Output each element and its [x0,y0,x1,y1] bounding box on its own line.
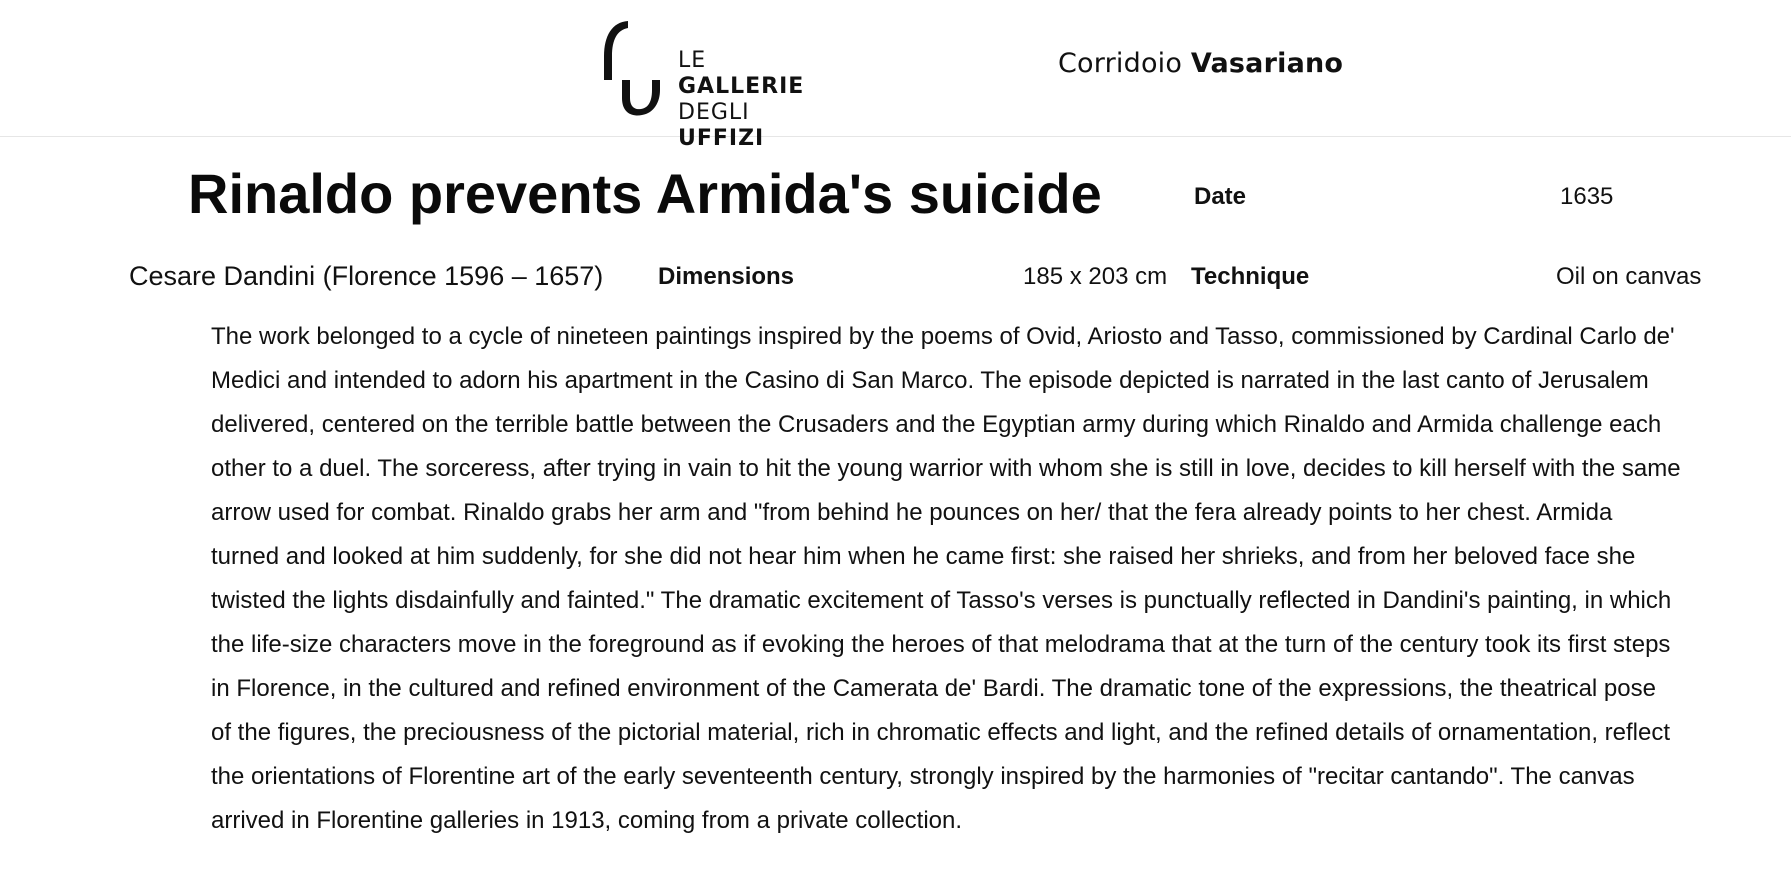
date-value: 1635 [1560,183,1614,210]
dimensions-label: Dimensions [658,263,795,290]
logo-wordmark [678,48,832,152]
artwork-description: The work belonged to a cycle of nineteen paintings inspired by the poems of Ovid, Ariosto and Tasso, commissioned by Cardinal Carlo de' Medici and intended to adorn his apartment in the Casino di San Marco. The episode depicted is narrated in the last canto of Jerusalem delivered, centered on the terrible battle between the Crusaders and the Egyptian army during which Rinaldo and Armida challenge each other to a duel. The sorceress, after trying in vain to hit the young warrior with whom she is still in love, decides to kill herself with the same arrow used for combat. Rinaldo grabs her arm and "from behind he pounces on her/ that the fera already points to her chest. Armida turned and looked at him suddenly, for she did not hear him when he came first: she raised her shrieks, and from her beloved face she twisted the lights disdainfully and fainted." The dramatic excitement of Tasso's verses is punctually reflected in Dandini's painting, in which the life-size characters move in the foreground as if evoking the heroes of that melodrama that at the turn of the century took its first steps in Florence, in the cultured and refined environment of the Camerata de' Bardi. The dramatic tone of the expressions, the theatrical pose of the figures, the preciousness of the pictorial material, rich in chromatic effects and light, and the refined details of ornamentation, reflect the orientations of Florentine art of the early seventeenth century, strongly inspired by the harmonies of "recitar cantando". The canvas arrived in Florentine galleries in 1913, coming from a private collection. [211,323,1681,834]
technique-value: Oil on canvas [1556,263,1702,290]
venue-name-light: Corridoio [1058,48,1191,79]
gallerie-uffizi-logo-icon [592,18,668,118]
artwork-title: Rinaldo prevents Armida's suicide [188,162,1102,225]
logo-line1-bold: GALLERIE [678,74,805,99]
artwork-author: Cesare Dandini (Florence 1596 – 1657) [129,261,604,291]
uffizi-logo-link[interactable] [592,18,832,151]
date-label: Date [1194,183,1247,210]
dimensions-value: 185 x 203 cm [1023,263,1168,290]
venue-link[interactable] [1058,48,1343,79]
site-header [0,0,1791,151]
technique-label: Technique [1191,263,1310,290]
logo-line2-light: DEGLI [678,100,750,125]
logo-line1-light: LE [678,48,707,73]
logo-line2-bold: UFFIZI [678,126,765,151]
venue-name-bold: Vasariano [1190,48,1344,79]
